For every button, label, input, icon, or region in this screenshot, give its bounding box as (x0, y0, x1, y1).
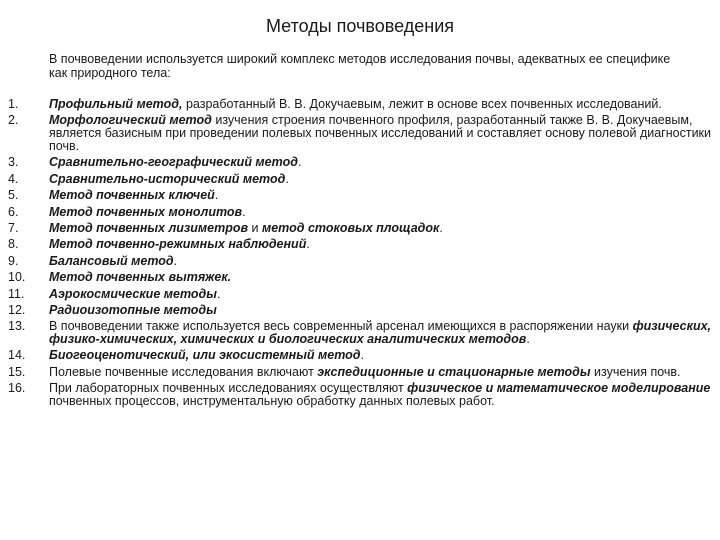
list-item-text (49, 365, 681, 379)
text-fragment: изучения почв. (590, 364, 681, 379)
method-name: Радиоизотопные методы (49, 302, 217, 317)
method-name: Сравнительно-исторический метод (49, 171, 286, 186)
text-fragment: . (306, 237, 310, 252)
list-item (8, 271, 713, 284)
list-item-number: 14. (8, 348, 26, 363)
method-name: Биогеоценотический, или экосистемный метод (49, 348, 361, 363)
intro-paragraph: В почвоведении используется широкий комплекс методов исследования почвы, адекватных ее специфике как природного тела: (49, 52, 671, 80)
method-name: экспедиционные и стационарные методы (317, 364, 591, 379)
method-name: Метод почвенно-режимных наблюдений (49, 237, 307, 252)
list-item (8, 114, 713, 152)
text-fragment: почвенных процессов, инструментальную обработку данных полевых работ. (49, 394, 495, 409)
list-item (8, 255, 713, 268)
list-item-text (49, 205, 246, 219)
text-fragment: . (526, 332, 530, 347)
text-fragment: . (242, 204, 246, 219)
list-item-number: 16. (8, 381, 26, 396)
method-name: метод стоковых площадок (261, 220, 440, 235)
text-fragment: . (216, 286, 221, 301)
list-item-text (49, 155, 301, 169)
list-item-text (49, 113, 711, 153)
list-item (8, 382, 713, 408)
list-item-number: 8. (8, 237, 19, 252)
list-item-text (49, 237, 310, 251)
method-name: Метод почвенных монолитов (49, 204, 243, 219)
list-item (8, 156, 713, 169)
text-fragment: разработанный В. В. Докучаевым, лежит в основе всех почвенных исследований. (182, 97, 662, 111)
list-item (8, 349, 713, 362)
list-item-number: 5. (8, 188, 19, 203)
list-item (8, 189, 713, 202)
text-fragment: В почвоведении также используется весь современный арсенал имеющихся в распоряжении науки (49, 319, 633, 334)
list-item (8, 366, 713, 379)
methods-list (8, 98, 713, 411)
method-name: Балансовый метод (49, 253, 174, 268)
list-item-text (49, 172, 289, 186)
list-item-text (49, 270, 231, 284)
page-title: Методы почвоведения (265, 16, 455, 36)
list-item-number: 1. (8, 97, 19, 111)
list-item-text (49, 319, 711, 346)
list-item-text (49, 303, 217, 317)
list-item-number: 11. (8, 286, 25, 301)
list-item (8, 222, 713, 235)
method-name: физических, физико-химических, химических и биологических аналитических методов (49, 319, 712, 347)
text-fragment: . (214, 188, 219, 203)
method-name: Метод почвенных лизиметров (49, 220, 249, 235)
list-item-text (49, 188, 218, 202)
text-fragment: . (360, 348, 365, 363)
list-item-number: 12. (8, 302, 26, 317)
list-item-text (49, 287, 220, 301)
text-fragment: При лабораторных почвенных исследованиях осуществляют (49, 381, 408, 396)
method-name: Метод почвенных вытяжек. (49, 270, 232, 285)
list-item (8, 304, 713, 317)
text-fragment: . (173, 253, 178, 268)
list-item-text (49, 221, 443, 235)
method-name: Аэрокосмические методы (49, 286, 217, 301)
list-item-number: 4. (8, 171, 19, 186)
list-item (8, 98, 713, 111)
list-item-number: 7. (8, 220, 19, 235)
list-item (8, 288, 713, 301)
list-item-number: 6. (8, 204, 19, 219)
list-item (8, 206, 713, 219)
method-name: Морфологический метод (49, 113, 212, 128)
text-fragment: и (248, 220, 262, 235)
method-name: Метод почвенных ключей (49, 188, 215, 203)
text-fragment: . (285, 171, 289, 186)
text-fragment: . (297, 155, 302, 170)
text-fragment: изучения строения почвенного профиля, разработанный также В. В. Докучаевым, является базисным при проведении полевых почвенных исследований и составляет основу полевой диагностики почв. (49, 113, 711, 153)
list-item (8, 173, 713, 186)
method-name: Профильный метод, (49, 97, 183, 111)
list-item (8, 320, 713, 346)
list-item-number: 9. (8, 253, 19, 268)
text-fragment: . (439, 220, 443, 235)
list-item-number: 13. (8, 319, 26, 334)
list-item-number: 3. (8, 155, 19, 170)
list-item-text (49, 348, 364, 362)
list-item-text (49, 97, 662, 111)
list-item-number: 2. (8, 113, 19, 128)
method-name: физическое и математическое моделирование (407, 381, 711, 396)
method-name: Сравнительно-географический метод (49, 155, 298, 170)
list-item (8, 238, 713, 251)
list-item-number: 15. (8, 364, 26, 379)
list-item-text (49, 254, 177, 268)
text-fragment: Полевые почвенные исследования включают (49, 364, 318, 379)
list-item-text (49, 381, 710, 408)
list-item-number: 10. (8, 270, 26, 285)
